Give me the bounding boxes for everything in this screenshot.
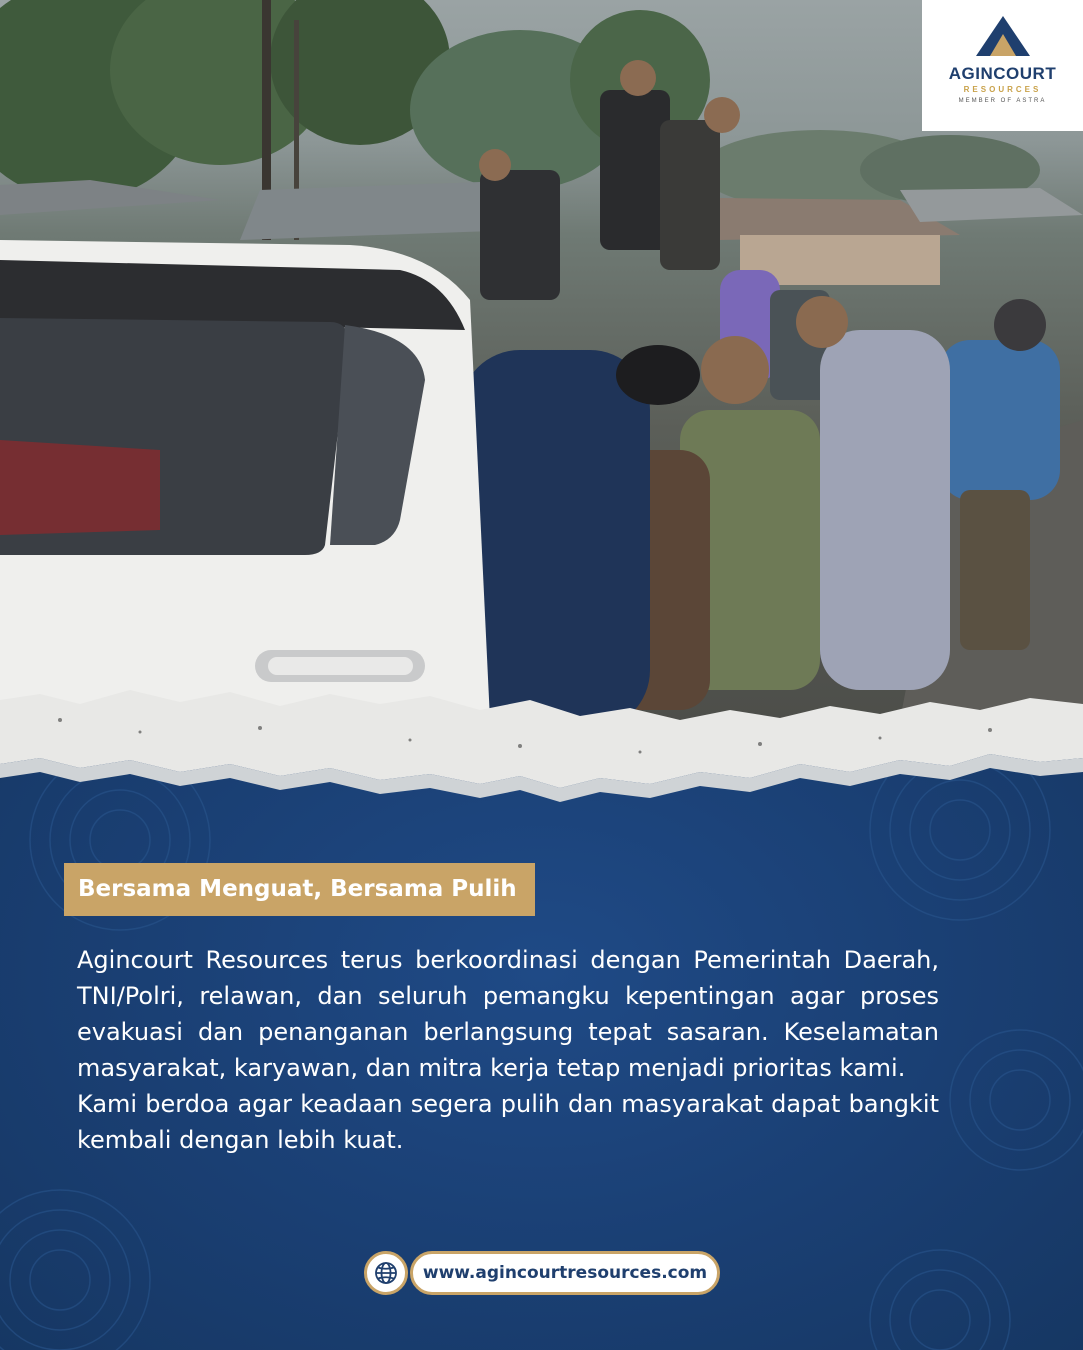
body-paragraph-1: Agincourt Resources terus berkoordinasi dengan Pemerintah Daerah, TNI/Polri, relawan, dan seluruh pemangku kepentingan agar proses evakuasi dan penanganan berlangsung tepat sasaran. Keselamatan masyarakat, karyawan, dan mitra kerja tetap menjadi prioritas kami. xyxy=(77,946,939,1082)
body-paragraph-2: Kami berdoa agar keadaan segera pulih dan masyarakat dapat bangkit kembali dengan lebih kuat. xyxy=(77,1090,939,1154)
brand-logo xyxy=(922,0,1083,131)
brand-name: AGINCOURT xyxy=(948,64,1057,83)
globe-icon xyxy=(364,1251,408,1295)
brand-tagline: MEMBER OF ASTRA xyxy=(958,98,1047,104)
headline-tag: Bersama Menguat, Bersama Pulih xyxy=(64,863,535,916)
mountain-logo-icon xyxy=(974,14,1032,58)
website-link[interactable]: www.agincourtresources.com xyxy=(410,1251,720,1295)
brand-sub: RESOURCES xyxy=(963,85,1042,94)
torn-paper-edge xyxy=(0,680,1083,820)
body-copy xyxy=(77,942,939,1158)
